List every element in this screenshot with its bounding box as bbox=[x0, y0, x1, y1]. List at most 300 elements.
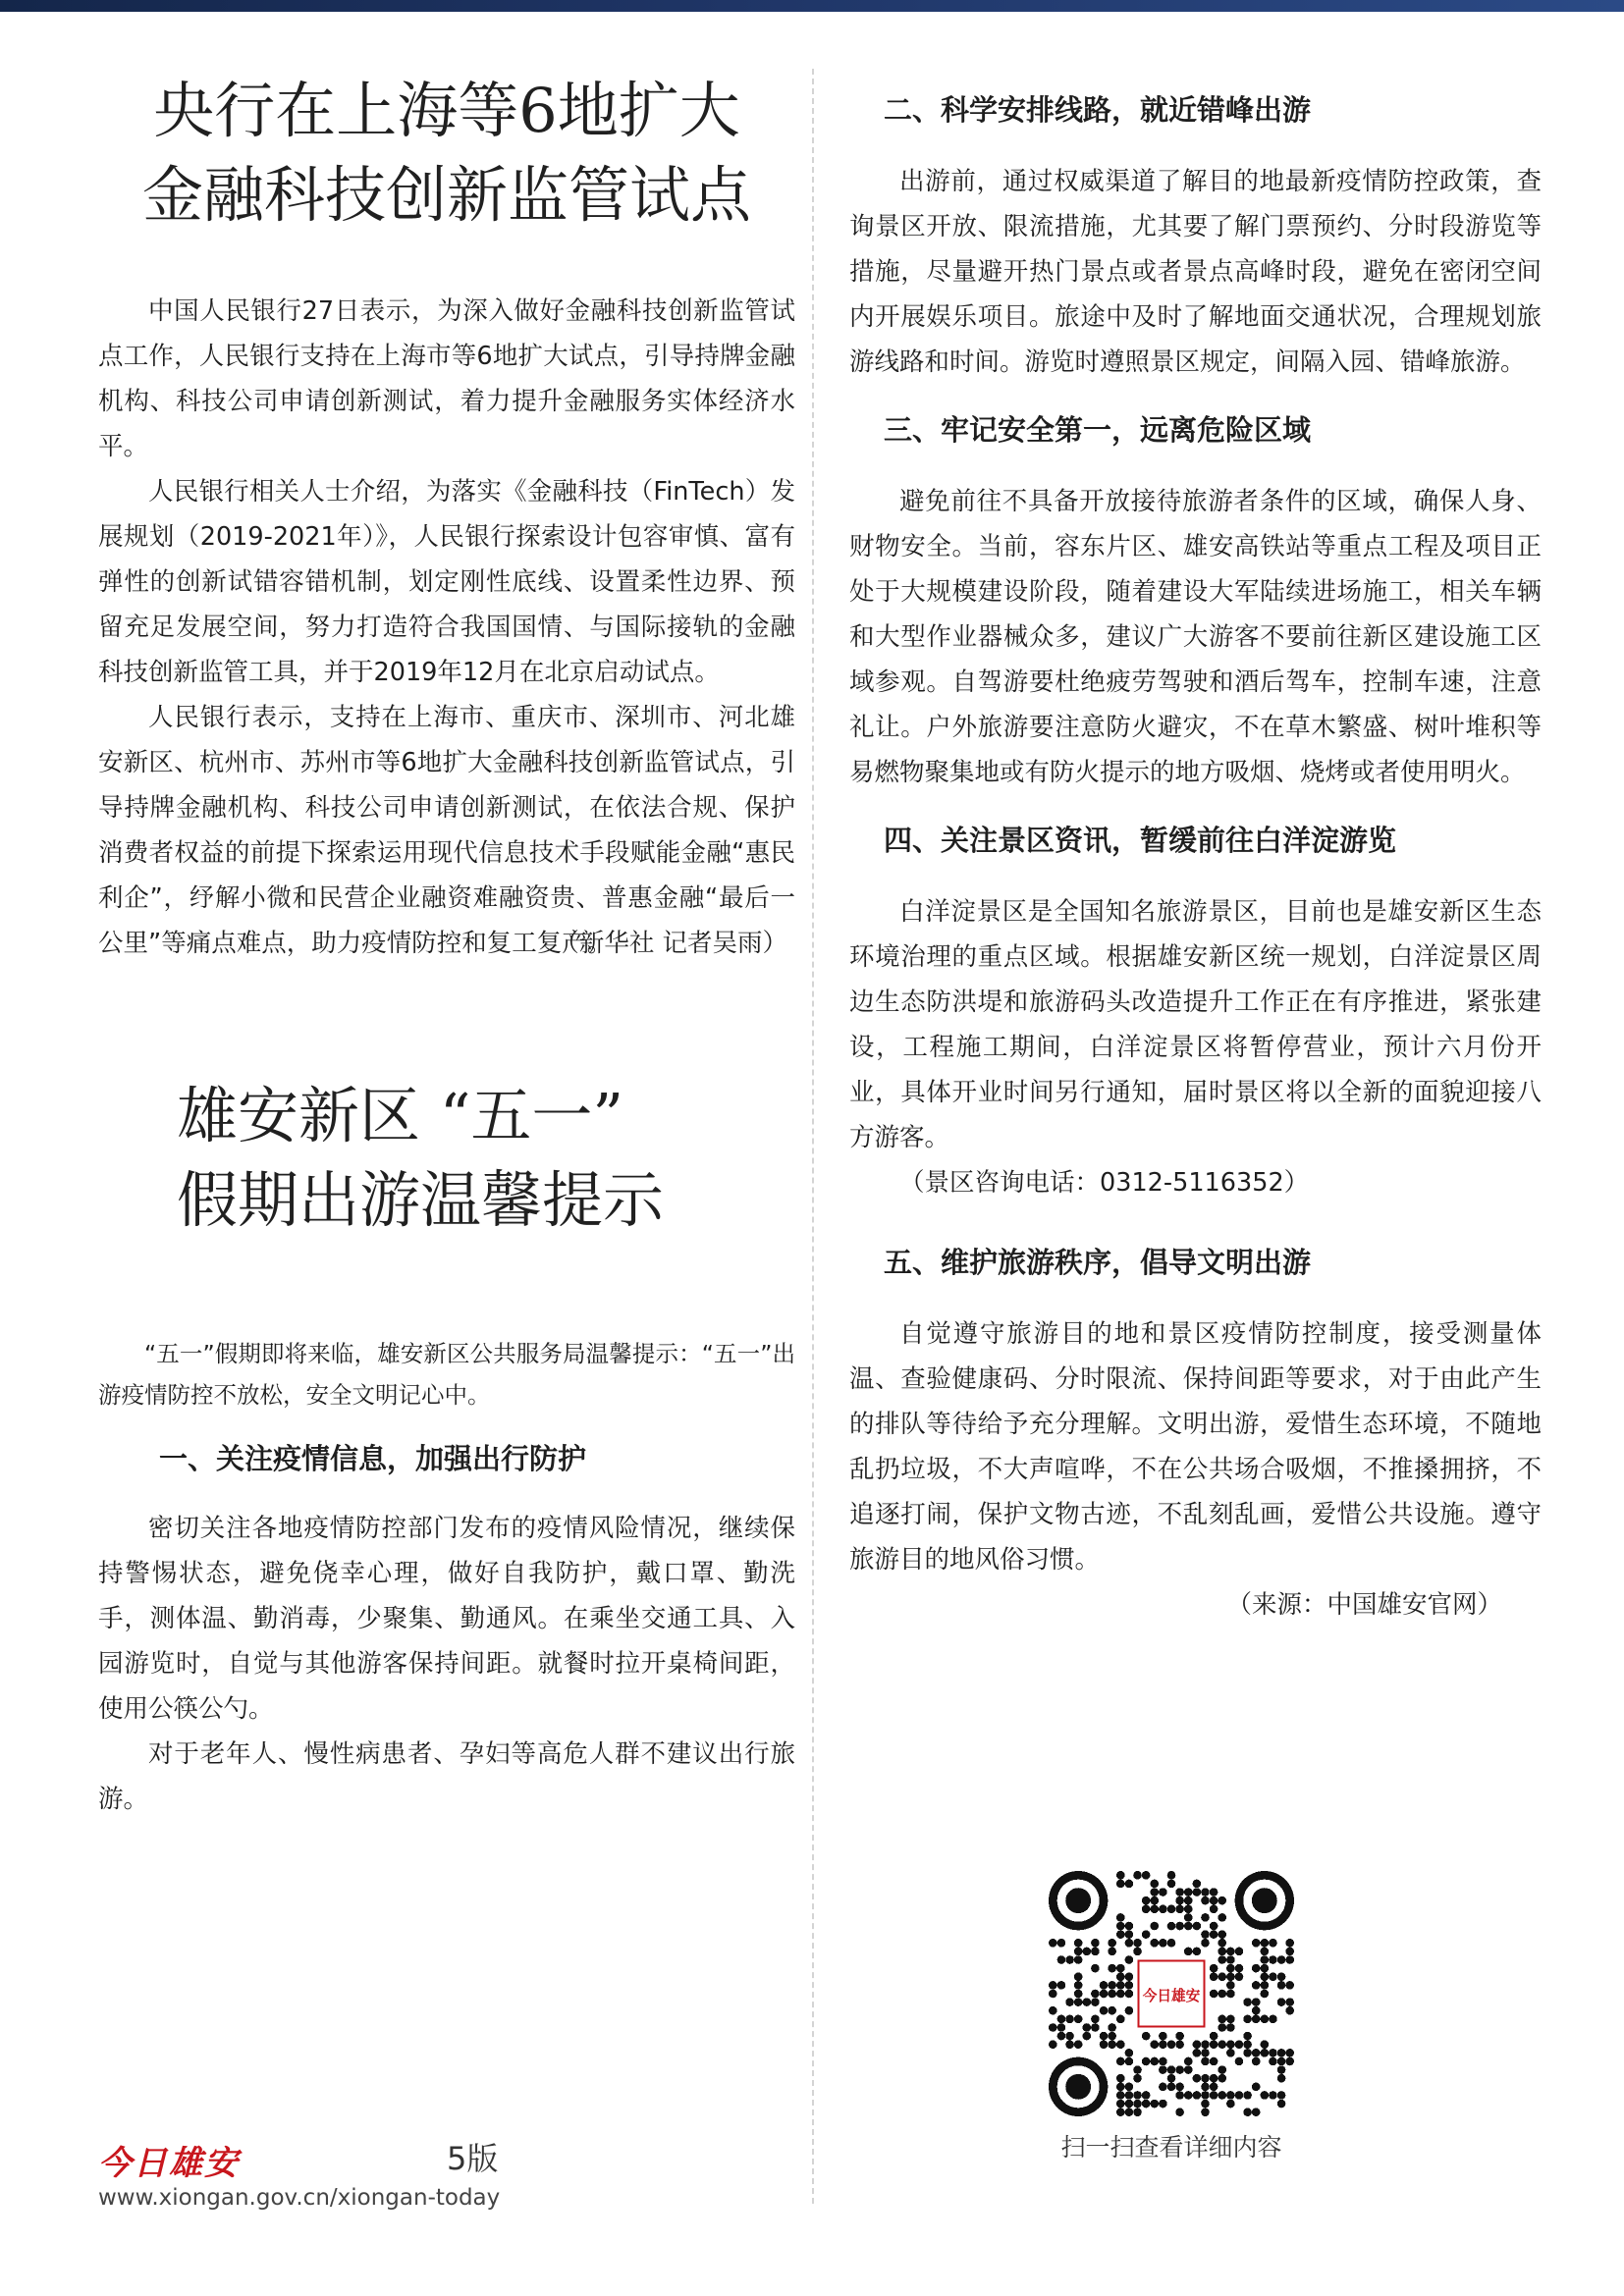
qr-module bbox=[1184, 2091, 1193, 2100]
qr-module bbox=[1159, 2040, 1167, 2049]
qr-module bbox=[1175, 1904, 1184, 1913]
qr-module bbox=[1125, 1939, 1134, 1948]
qr-module bbox=[1261, 2015, 1270, 2024]
qr-module bbox=[1159, 2057, 1167, 2066]
qr-module bbox=[1125, 1981, 1134, 1990]
qr-module bbox=[1057, 2023, 1066, 2032]
qr-finder-top-left bbox=[1049, 1871, 1108, 1930]
qr-module bbox=[1277, 1998, 1286, 2006]
qr-module bbox=[1175, 2108, 1184, 2116]
qr-module bbox=[1142, 1871, 1151, 1880]
right-column bbox=[849, 88, 1542, 1628]
qr-module bbox=[1167, 1871, 1176, 1880]
qr-module bbox=[1261, 2040, 1270, 2049]
qr-module bbox=[1108, 1948, 1116, 1956]
qr-module bbox=[1193, 1880, 1202, 1889]
article2-intro: “五一”假期即将来临，雄安新区公共服务局温馨提示：“五一”出游疫情防控不放松，安全文明记心中。 bbox=[98, 1340, 795, 1409]
qr-module bbox=[1269, 1955, 1277, 1964]
qr-module bbox=[1150, 1888, 1159, 1896]
qr-module bbox=[1142, 1930, 1151, 1939]
article1-paragraph: 中国人民银行27日表示，为深入做好金融科技创新监管试点工作，人民银行支持在上海市等6地扩大试点，引导持牌金融机构、科技公司申请创新测试，着力提升金融服务实体经济水平。 bbox=[98, 296, 795, 461]
qr-module bbox=[1150, 1896, 1159, 1905]
qr-module bbox=[1167, 2074, 1176, 2083]
qr-module bbox=[1210, 1904, 1218, 1913]
qr-module bbox=[1074, 1990, 1083, 1999]
qr-module bbox=[1167, 2083, 1176, 2092]
qr-module bbox=[1218, 2074, 1226, 2083]
footer-logo: 今日雄安 bbox=[98, 2144, 240, 2183]
qr-module bbox=[1210, 2074, 1218, 2083]
qr-module bbox=[1175, 1922, 1184, 1931]
left-column bbox=[98, 69, 795, 1822]
qr-module bbox=[1074, 2015, 1083, 2024]
qr-module bbox=[1125, 2108, 1134, 2116]
qr-module bbox=[1142, 1896, 1151, 1905]
qr-module bbox=[1167, 2065, 1176, 2074]
qr-module bbox=[1201, 2100, 1210, 2109]
qr-module bbox=[1218, 1972, 1226, 1981]
qr-module bbox=[1218, 1990, 1226, 1999]
qr-module bbox=[1226, 2049, 1235, 2057]
qr-module bbox=[1243, 2091, 1252, 2100]
qr-module bbox=[1285, 2049, 1294, 2057]
qr-module bbox=[1277, 2065, 1286, 2074]
qr-module bbox=[1226, 1972, 1235, 1981]
qr-module bbox=[1261, 1964, 1270, 1973]
qr-module bbox=[1091, 2015, 1100, 2024]
qr-module bbox=[1210, 1888, 1218, 1896]
qr-module bbox=[1057, 1939, 1066, 1948]
qr-module bbox=[1150, 1939, 1159, 1948]
qr-module bbox=[1116, 2100, 1125, 2109]
qr-module bbox=[1133, 2108, 1142, 2116]
qr-module bbox=[1226, 2023, 1235, 2032]
qr-module bbox=[1252, 2015, 1261, 2024]
qr-center-logo: 今日雄安 bbox=[1142, 1987, 1201, 2004]
qr-module bbox=[1193, 1922, 1202, 1931]
qr-module bbox=[1184, 1896, 1193, 1905]
qr-module bbox=[1065, 2032, 1074, 2041]
qr-module bbox=[1100, 2006, 1109, 2015]
qr-module bbox=[1193, 2040, 1202, 2049]
qr-module bbox=[1226, 2015, 1235, 2024]
qr-module bbox=[1074, 1948, 1083, 1956]
qr-module bbox=[1218, 1939, 1226, 1948]
qr-module bbox=[1116, 1964, 1125, 1973]
qr-module bbox=[1116, 1990, 1125, 1999]
qr-module bbox=[1261, 1939, 1270, 1948]
qr-module bbox=[1065, 1955, 1074, 1964]
qr-module bbox=[1277, 2049, 1286, 2057]
qr-module bbox=[1116, 2057, 1125, 2066]
section4-paragraph: 白洋淀景区是全国知名旅游景区，目前也是雄安新区生态环境治理的重点区域。根据雄安新区统一规划，白洋淀景区周边生态防洪堤和旅游码头改造提升工作正在有序推进，紧张建设，工程施工期间，白洋淀景区将暂停营业，预计六月份开业，具体开业时间另行通知，届时景区将以全新的面貌迎接八方游客。 bbox=[849, 897, 1542, 1152]
qr-module bbox=[1243, 2049, 1252, 2057]
qr-module bbox=[1049, 1981, 1057, 1990]
qr-module bbox=[1108, 1981, 1116, 1990]
qr-module bbox=[1277, 1972, 1286, 1981]
qr-module bbox=[1252, 1964, 1261, 1973]
qr-module bbox=[1261, 2091, 1270, 2100]
qr-module bbox=[1108, 1964, 1116, 1973]
qr-module bbox=[1116, 2091, 1125, 2100]
qr-module bbox=[1074, 1998, 1083, 2006]
qr-module bbox=[1116, 1930, 1125, 1939]
qr-module bbox=[1201, 1896, 1210, 1905]
qr-module bbox=[1116, 1981, 1125, 1990]
qr-module bbox=[1150, 1922, 1159, 1931]
qr-module bbox=[1218, 1913, 1226, 1922]
qr-module bbox=[1142, 1904, 1151, 1913]
qr-module bbox=[1133, 2065, 1142, 2074]
qr-module bbox=[1175, 1896, 1184, 1905]
qr-module bbox=[1201, 1939, 1210, 1948]
qr-module bbox=[1167, 1922, 1176, 1931]
article1-title-line2: 金融科技创新监管试点 bbox=[141, 159, 751, 231]
qr-module bbox=[1277, 1955, 1286, 1964]
qr-module bbox=[1285, 2006, 1294, 2015]
qr-module bbox=[1082, 1948, 1091, 1956]
section3-paragraph: 避免前往不具备开放接待旅游者条件的区域，确保人身、财物安全。当前，容东片区、雄安高铁站等重点工程及项目正处于大规模建设阶段，随着建设大军陆续进场施工，相关车辆和大型作业器械众多，建议广大游客不要前往新区建设施工区域参观。自驾游要杜绝疲劳驾驶和酒后驾车，控制车速，注意礼让。户外旅游要注意防火避灾，不在草木繁盛、树叶堆积等易燃物聚集地或有防火提示的地方吸烟、烧烤或者使用明火。 bbox=[849, 487, 1542, 787]
qr-module bbox=[1175, 2065, 1184, 2074]
qr-module bbox=[1261, 1948, 1270, 1956]
article1-title bbox=[98, 69, 795, 238]
qr-module bbox=[1116, 2083, 1125, 2092]
qr-module bbox=[1108, 2006, 1116, 2015]
qr-module bbox=[1235, 1948, 1244, 1956]
qr-module bbox=[1150, 2040, 1159, 2049]
qr-module bbox=[1243, 2015, 1252, 2024]
section2-heading: 二、科学安排线路，就近错峰出游 bbox=[884, 93, 1312, 127]
qr-module bbox=[1226, 2100, 1235, 2109]
qr-module bbox=[1218, 2015, 1226, 2024]
qr-module bbox=[1184, 2057, 1193, 2066]
qr-module bbox=[1175, 2032, 1184, 2041]
qr-module bbox=[1125, 1922, 1134, 1931]
qr-module bbox=[1074, 2040, 1083, 2049]
article1-paragraph: 人民银行表示，支持在上海市、重庆市、深圳市、河北雄安新区、杭州市、苏州市等6地扩大金融科技创新监管试点，引导持牌金融机构、科技公司申请创新测试，在依法合规、保护消费者权益的前提下探索运用现代信息技术手段赋能金融“惠民利企”，纾解小微和民营企业融资难融资贵、普惠金融“最后一公里”等痛点难点，助力疫情防控和复工复产。 bbox=[98, 703, 795, 958]
qr-module bbox=[1201, 1913, 1210, 1922]
qr-caption: 扫一扫查看详细内容 bbox=[1060, 2133, 1282, 2162]
qr-module bbox=[1277, 2091, 1286, 2100]
qr-module bbox=[1243, 1998, 1252, 2006]
qr-module bbox=[1218, 1948, 1226, 1956]
qr-module bbox=[1133, 2074, 1142, 2083]
qr-module bbox=[1074, 1939, 1083, 1948]
qr-module bbox=[1218, 2023, 1226, 2032]
qr-module bbox=[1159, 2083, 1167, 2092]
qr-module bbox=[1201, 1888, 1210, 1896]
qr-module bbox=[1261, 1955, 1270, 1964]
section4-phone: （景区咨询电话：0312-5116352） bbox=[899, 1168, 1310, 1198]
qr-module bbox=[1159, 2032, 1167, 2041]
qr-module bbox=[1277, 2074, 1286, 2083]
qr-module bbox=[1125, 1930, 1134, 1939]
qr-module bbox=[1049, 2040, 1057, 2049]
qr-module bbox=[1235, 1972, 1244, 1981]
qr-module bbox=[1285, 1981, 1294, 1990]
qr-module bbox=[1125, 2083, 1134, 2092]
qr-module bbox=[1167, 1939, 1176, 1948]
article2-title-line2: 假期出游温馨提示 bbox=[177, 1164, 665, 1236]
qr-module bbox=[1125, 1955, 1134, 1964]
qr-module bbox=[1133, 2100, 1142, 2109]
qr-module bbox=[1108, 1939, 1116, 1948]
qr-module bbox=[1218, 2091, 1226, 2100]
qr-module bbox=[1108, 2040, 1116, 2049]
qr-module bbox=[1159, 1939, 1167, 1948]
qr-module bbox=[1159, 1904, 1167, 1913]
qr-module bbox=[1125, 1990, 1134, 1999]
qr-module bbox=[1210, 2040, 1218, 2049]
qr-module bbox=[1193, 2091, 1202, 2100]
qr-module bbox=[1116, 1871, 1125, 1880]
section1-paragraph: 对于老年人、慢性病患者、孕妇等高危人群不建议出行旅游。 bbox=[98, 1739, 795, 1814]
qr-module bbox=[1175, 2040, 1184, 2049]
qr-module bbox=[1201, 2091, 1210, 2100]
qr-module bbox=[1210, 2091, 1218, 2100]
qr-module bbox=[1091, 2023, 1100, 2032]
qr-module bbox=[1210, 1896, 1218, 1905]
qr-module bbox=[1100, 2040, 1109, 2049]
qr-module bbox=[1167, 2040, 1176, 2049]
qr-module bbox=[1049, 2023, 1057, 2032]
qr-module bbox=[1269, 2091, 1277, 2100]
qr-module bbox=[1184, 1888, 1193, 1896]
qr-module bbox=[1218, 1930, 1226, 1939]
qr-module bbox=[1150, 1880, 1159, 1889]
qr-module bbox=[1210, 1930, 1218, 1939]
qr-module bbox=[1226, 1964, 1235, 1973]
qr-module bbox=[1116, 2108, 1125, 2116]
qr-module bbox=[1065, 1998, 1074, 2006]
qr-module bbox=[1091, 1990, 1100, 1999]
qr-module bbox=[1074, 1972, 1083, 1981]
qr-module bbox=[1142, 2100, 1151, 2109]
qr-module bbox=[1218, 2040, 1226, 2049]
qr-module bbox=[1091, 1939, 1100, 1948]
qr-module bbox=[1116, 2040, 1125, 2049]
qr-module bbox=[1125, 2100, 1134, 2109]
section1-heading: 一、关注疫情信息，加强出行防护 bbox=[159, 1442, 587, 1475]
qr-module bbox=[1150, 2100, 1159, 2109]
qr-module bbox=[1269, 1972, 1277, 1981]
qr-module bbox=[1243, 2108, 1252, 2116]
qr-module bbox=[1074, 1955, 1083, 1964]
qr-module bbox=[1210, 2057, 1218, 2066]
section5-paragraph: 自觉遵守旅游目的地和景区疫情防控制度，接受测量体温、查验健康码、分时限流、保持间距等要求，对于由此产生的排队等待给予充分理解。文明出游，爱惜生态环境，不随地乱扔垃圾，不大声喧哗，不在公共场合吸烟，不推搡拥挤，不追逐打闹，保护文物古迹，不乱刻乱画，爱惜公共设施。遵守旅游目的地风俗习惯。 bbox=[849, 1319, 1542, 1575]
qr-module bbox=[1082, 2032, 1091, 2041]
qr-module bbox=[1091, 1998, 1100, 2006]
qr-module bbox=[1201, 2040, 1210, 2049]
qr-finder-top-right bbox=[1235, 1871, 1294, 1930]
qr-module bbox=[1133, 1948, 1142, 1956]
qr-module bbox=[1150, 2057, 1159, 2066]
qr-module bbox=[1285, 1948, 1294, 1956]
qr-module bbox=[1210, 1972, 1218, 1981]
qr-module bbox=[1175, 2091, 1184, 2100]
section4-heading: 四、关注景区资讯，暂缓前往白洋淀游览 bbox=[884, 824, 1397, 857]
qr-module bbox=[1125, 2049, 1134, 2057]
qr-module bbox=[1133, 1939, 1142, 1948]
qr-module bbox=[1159, 2100, 1167, 2109]
qr-module bbox=[1065, 2015, 1074, 2024]
qr-module bbox=[1175, 2083, 1184, 2092]
qr-module bbox=[1116, 2074, 1125, 2083]
qr-module bbox=[1261, 1981, 1270, 1990]
qr-module bbox=[1252, 1981, 1261, 1990]
qr-module bbox=[1133, 1871, 1142, 1880]
qr-module bbox=[1277, 1981, 1286, 1990]
qr-module bbox=[1261, 1972, 1270, 1981]
qr-module bbox=[1184, 1904, 1193, 1913]
qr-module bbox=[1235, 2057, 1244, 2066]
qr-module bbox=[1226, 1948, 1235, 1956]
qr-module bbox=[1100, 1990, 1109, 1999]
footer-url[interactable]: www.xiongan.gov.cn/xiongan-today bbox=[98, 2185, 501, 2211]
qr-module bbox=[1082, 2023, 1091, 2032]
section1-paragraph: 密切关注各地疫情防控部门发布的疫情风险情况，继续保持警惕状态，避免侥幸心理，做好自我防护，戴口罩、勤洗手，测体温、勤消毒，少聚集、勤通风。在乘坐交通工具、入园游览时，自觉与其他游客保持间距。就餐时拉开桌椅间距，使用公筷公勺。 bbox=[98, 1514, 795, 1724]
qr-module bbox=[1201, 1930, 1210, 1939]
page-number: 5版 bbox=[447, 2140, 499, 2177]
qr-module bbox=[1252, 2108, 1261, 2116]
qr-code[interactable] bbox=[1049, 1871, 1294, 2116]
qr-module bbox=[1218, 2065, 1226, 2074]
qr-module bbox=[1218, 1955, 1226, 1964]
section3-heading: 三、牢记安全第一，远离危险区域 bbox=[884, 413, 1312, 447]
qr-module bbox=[1201, 2057, 1210, 2066]
qr-module bbox=[1226, 2091, 1235, 2100]
qr-module bbox=[1159, 2065, 1167, 2074]
section2-paragraph: 出游前，通过权威渠道了解目的地最新疫情防控政策，查询景区开放、限流措施，尤其要了解门票预约、分时段游览等措施，尽量避开热门景点或者景点高峰时段，避免在密闭空间内开展娱乐项目。旅途中及时了解地面交通状况，合理规划旅游线路和时间。游览时遵照景区规定，间隔入园、错峰旅游。 bbox=[849, 167, 1542, 377]
qr-module bbox=[1252, 2049, 1261, 2057]
qr-module bbox=[1226, 1990, 1235, 1999]
section5-source: （来源：中国雄安官网） bbox=[1226, 1590, 1502, 1620]
qr-module bbox=[1116, 1880, 1125, 1889]
qr-module bbox=[1184, 1913, 1193, 1922]
qr-module bbox=[1175, 1888, 1184, 1896]
qr-module bbox=[1142, 2057, 1151, 2066]
qr-module bbox=[1193, 2049, 1202, 2057]
qr-module bbox=[1125, 2006, 1134, 2015]
qr-module bbox=[1201, 2049, 1210, 2057]
qr-module bbox=[1243, 2032, 1252, 2041]
qr-module bbox=[1167, 1904, 1176, 1913]
qr-module bbox=[1116, 2015, 1125, 2024]
qr-module bbox=[1082, 1998, 1091, 2006]
article2-title bbox=[177, 1074, 795, 1243]
section5-heading: 五、维护旅游秩序，倡导文明出游 bbox=[884, 1246, 1312, 1279]
qr-module bbox=[1193, 2074, 1202, 2083]
qr-module bbox=[1142, 2091, 1151, 2100]
qr-module bbox=[1091, 1948, 1100, 1956]
qr-module bbox=[1285, 1939, 1294, 1948]
qr-module bbox=[1167, 1880, 1176, 1889]
top-color-bar bbox=[0, 0, 1624, 12]
qr-module bbox=[1108, 1990, 1116, 1999]
qr-module bbox=[1049, 1990, 1057, 1999]
qr-module bbox=[1065, 2040, 1074, 2049]
qr-module bbox=[1116, 1913, 1125, 1922]
qr-module bbox=[1108, 2023, 1116, 2032]
qr-module bbox=[1269, 2049, 1277, 2057]
qr-module bbox=[1277, 2057, 1286, 2066]
article1-title-line1: 央行在上海等6地扩大 bbox=[153, 75, 740, 146]
qr-module bbox=[1285, 1998, 1294, 2006]
qr-module bbox=[1210, 1964, 1218, 1973]
qr-module bbox=[1252, 2083, 1261, 2092]
qr-module bbox=[1252, 2006, 1261, 2015]
qr-module bbox=[1049, 1939, 1057, 1948]
article1-source: （新华社 记者吴雨） bbox=[554, 929, 787, 958]
qr-module bbox=[1269, 2057, 1277, 2066]
qr-module bbox=[1226, 1981, 1235, 1990]
qr-module bbox=[1184, 2065, 1193, 2074]
qr-module bbox=[1049, 2006, 1057, 2015]
qr-module bbox=[1201, 2074, 1210, 2083]
qr-module bbox=[1201, 2108, 1210, 2116]
qr-module bbox=[1252, 1939, 1261, 1948]
article1-paragraph: 人民银行相关人士介绍，为落实《金融科技（FinTech）发展规划（2019-2021年）》，人民银行探索设计包容审慎、富有弹性的创新试错容错机制，划定刚性底线、设置柔性边界、预留充足发展空间，努力打造符合我国国情、与国际接轨的金融科技创新监管工具，并于2019年12月在北京启动试点。 bbox=[98, 477, 795, 687]
qr-module bbox=[1269, 1939, 1277, 1948]
qr-module bbox=[1150, 1904, 1159, 1913]
qr-module bbox=[1210, 1990, 1218, 1999]
qr-module bbox=[1184, 1948, 1193, 1956]
qr-module bbox=[1210, 1922, 1218, 1931]
qr-module bbox=[1261, 2049, 1270, 2057]
qr-module bbox=[1091, 1964, 1100, 1973]
qr-module bbox=[1116, 1922, 1125, 1931]
qr-module bbox=[1133, 2091, 1142, 2100]
qr-module bbox=[1285, 1955, 1294, 1964]
qr-module bbox=[1100, 1981, 1109, 1990]
qr-module bbox=[1201, 2083, 1210, 2092]
qr-module bbox=[1235, 2040, 1244, 2049]
qr-module bbox=[1261, 1990, 1270, 1999]
qr-module bbox=[1057, 1981, 1066, 1990]
article2-title-line1: 雄安新区 “五一” bbox=[177, 1080, 624, 1151]
qr-module bbox=[1243, 2040, 1252, 2049]
qr-module bbox=[1226, 2040, 1235, 2049]
qr-module bbox=[1226, 1955, 1235, 1964]
qr-module bbox=[1057, 2015, 1066, 2024]
qr-module bbox=[1218, 1896, 1226, 1905]
qr-module bbox=[1277, 2100, 1286, 2109]
qr-module bbox=[1235, 2091, 1244, 2100]
qr-module bbox=[1142, 2032, 1151, 2041]
qr-module bbox=[1193, 1888, 1202, 1896]
qr-module bbox=[1252, 1998, 1261, 2006]
qr-module bbox=[1125, 1880, 1134, 1889]
qr-module bbox=[1184, 1922, 1193, 1931]
qr-module bbox=[1100, 2032, 1109, 2041]
qr-module bbox=[1269, 2015, 1277, 2024]
qr-module bbox=[1125, 2091, 1134, 2100]
qr-module bbox=[1210, 2083, 1218, 2092]
qr-module bbox=[1159, 1888, 1167, 1896]
qr-code-block bbox=[1049, 1871, 1294, 2163]
qr-module bbox=[1285, 2057, 1294, 2066]
qr-module bbox=[1210, 2032, 1218, 2041]
qr-module bbox=[1116, 1972, 1125, 1981]
qr-module bbox=[1057, 2032, 1066, 2041]
qr-module bbox=[1125, 2057, 1134, 2066]
qr-finder-bottom-left bbox=[1049, 2057, 1108, 2116]
qr-module bbox=[1074, 1981, 1083, 1990]
column-divider bbox=[812, 69, 814, 2204]
qr-module bbox=[1235, 1964, 1244, 1973]
qr-module bbox=[1125, 1972, 1134, 1981]
qr-module bbox=[1252, 2057, 1261, 2066]
